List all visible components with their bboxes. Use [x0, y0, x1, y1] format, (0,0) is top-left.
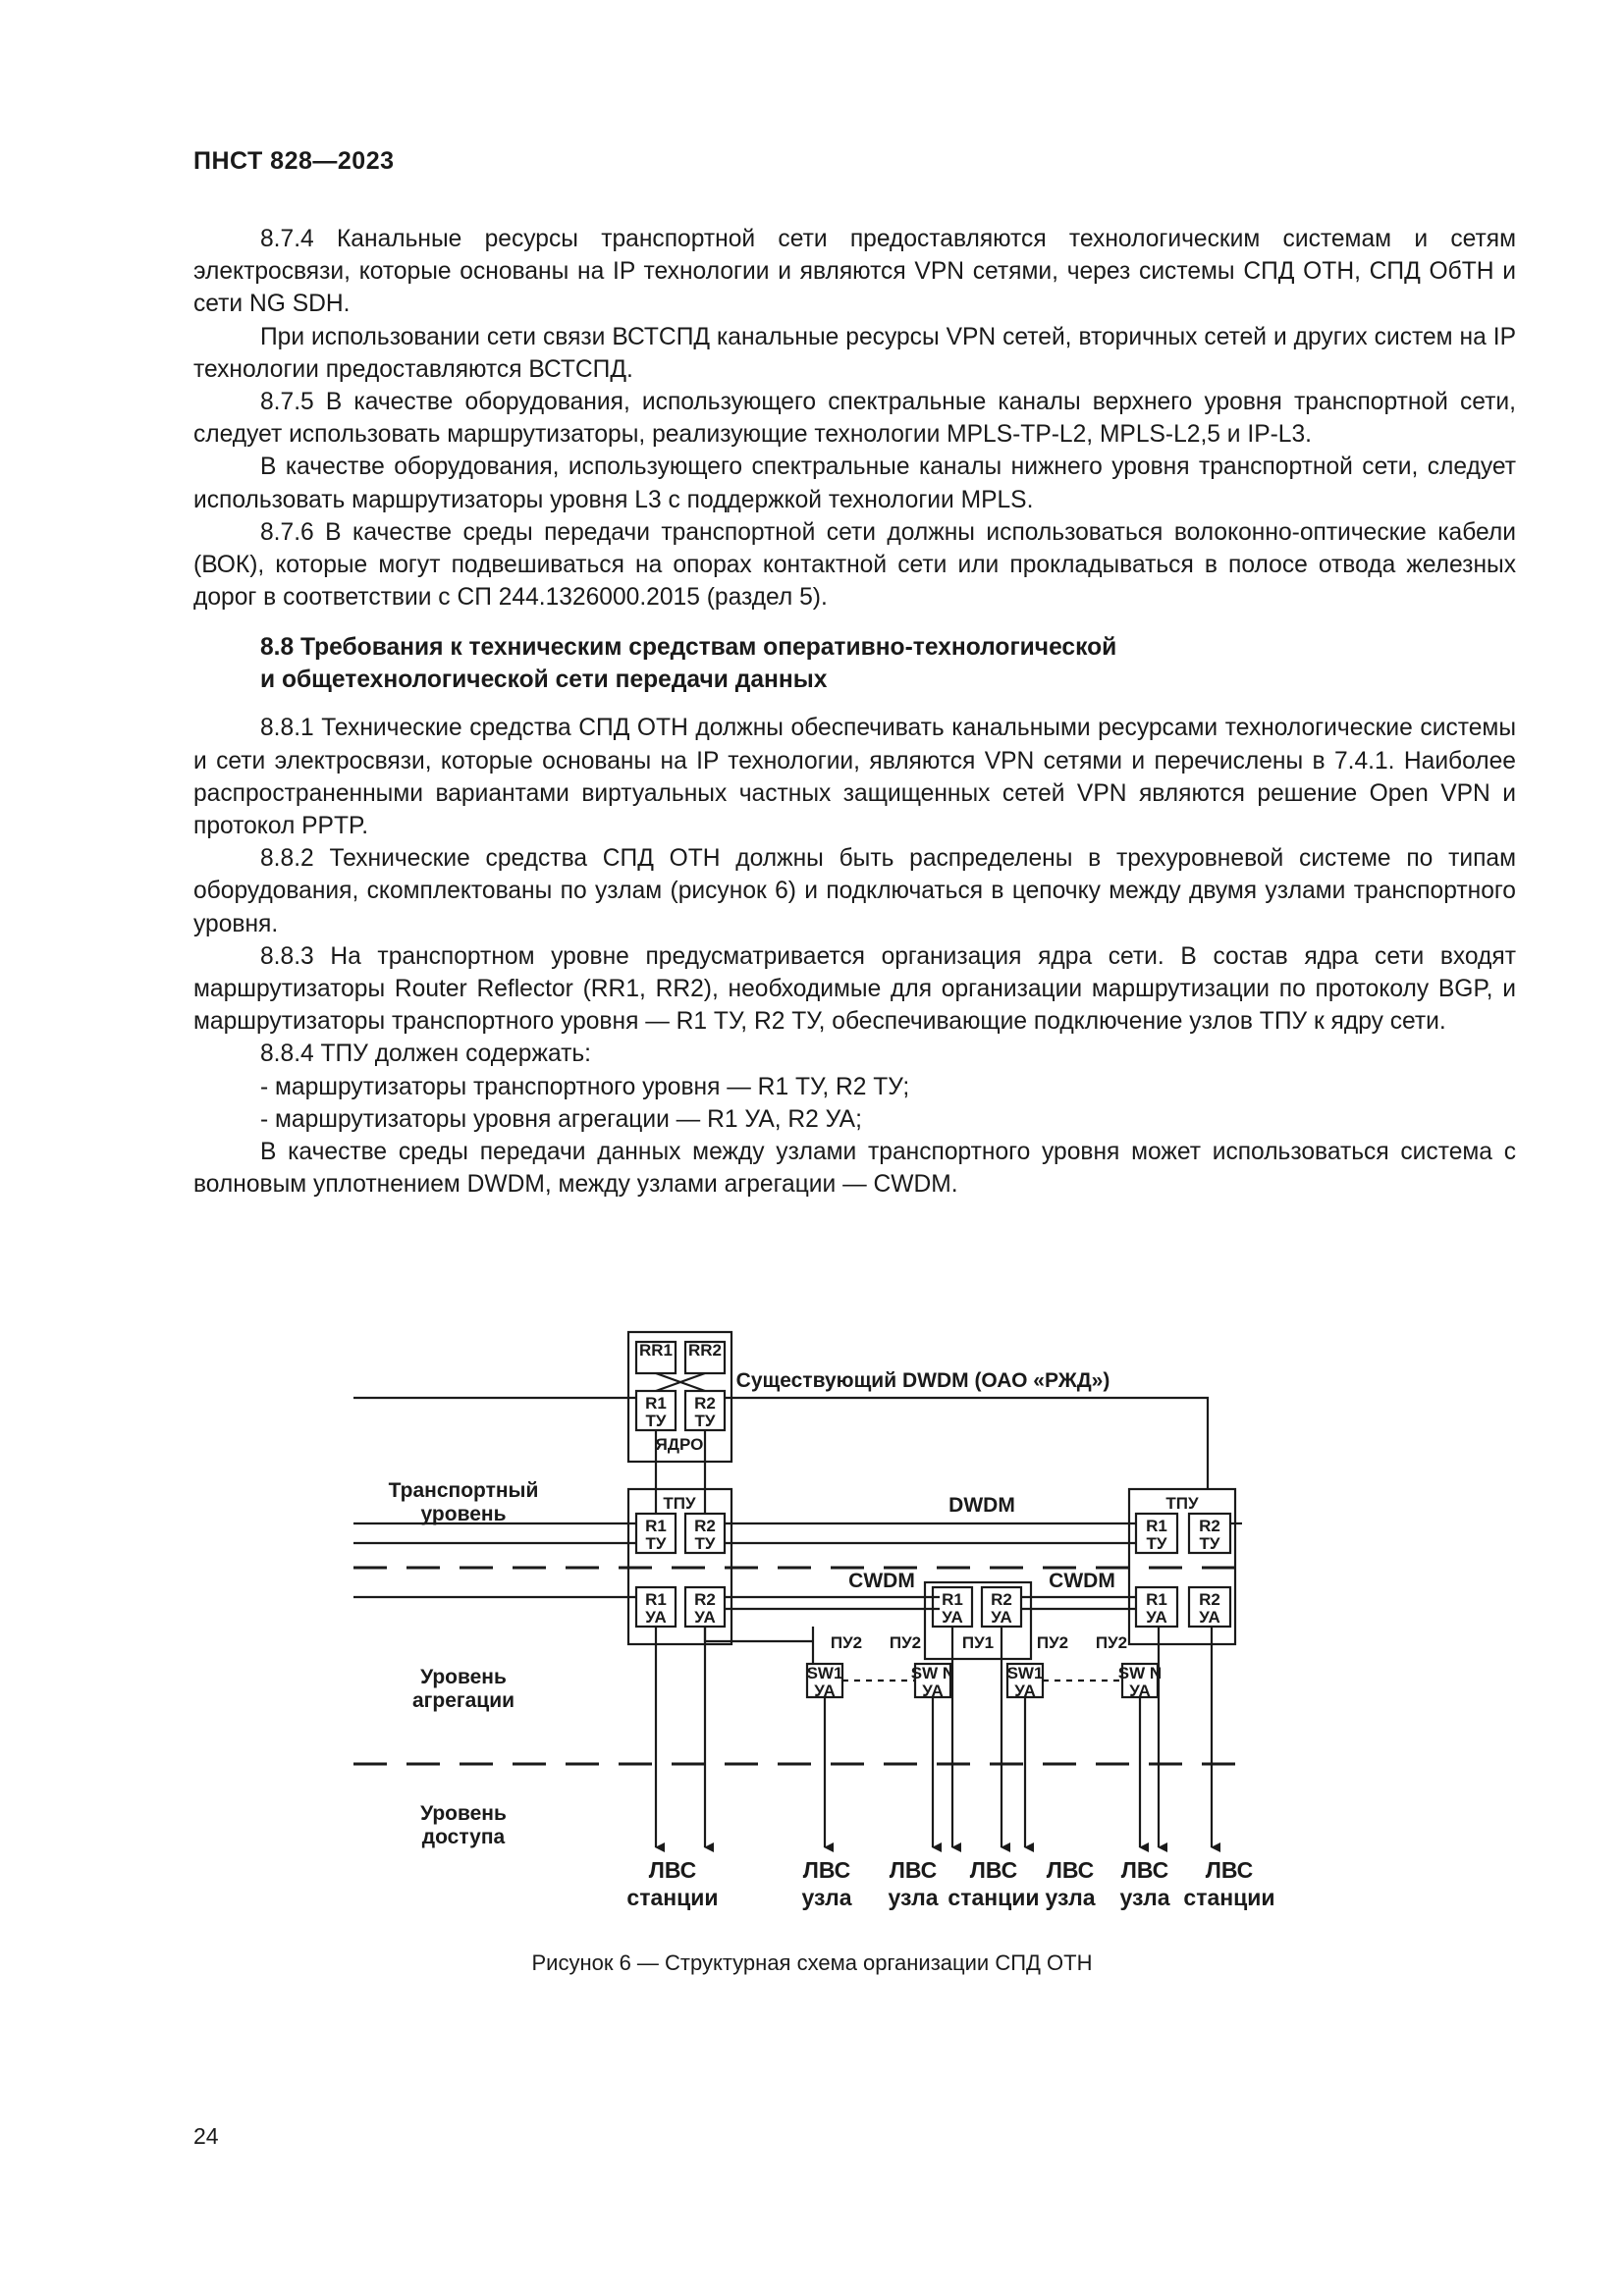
- paragraph: 8.8.2 Технические средства СПД ОТН должны быть распределены в трехуровневой системе по типам оборудования, скомплектованы по узлам (рисунок 6) и подключаться в цепочку между двумя узлами транспортного уровня.: [193, 845, 1516, 937]
- pu1-r1-ua-bottom: УА: [942, 1608, 963, 1627]
- core-label: ЯДРО: [655, 1435, 704, 1454]
- lan-label-6: ЛВС: [1205, 1857, 1254, 1883]
- figure-caption: Рисунок 6 — Структурная схема организации СПД ОТН: [531, 1950, 1093, 1975]
- tpu-right-r2-tu-top: R2: [1199, 1517, 1220, 1535]
- lan-label-3: ЛВС: [969, 1857, 1018, 1883]
- tpu-right-r1-ua-bottom: УА: [1146, 1608, 1167, 1627]
- tpu-left-r1-tu-top: R1: [645, 1517, 667, 1535]
- tpu-left-r2-ua-top: R2: [694, 1590, 716, 1609]
- list-item: - маршрутизаторы уровня агрегации — R1 УА, R2 УА;: [260, 1105, 862, 1133]
- tpu-right-r1-tu-bottom: ТУ: [1146, 1534, 1167, 1553]
- lan-label-0: ЛВС: [648, 1857, 697, 1883]
- lan-sub-label-4: узла: [1045, 1885, 1096, 1910]
- existing-dwdm-label: Существующий DWDM (ОАО «РЖД»): [735, 1369, 1110, 1392]
- pu2-label: ПУ2: [1095, 1633, 1128, 1652]
- paragraph: 8.8.1 Технические средства СПД ОТН должны обеспечивать канальными ресурсами технологические системы и сети электросвязи, которые основаны на IP технологии, являются VPN сетями и перечислены в 7.4.1. Наиболее распространенными вариантами виртуальных частных защищенных сетей VPN являются решение Open VPN и протокол PPTP.: [193, 715, 1516, 840]
- diagram-svg: [353, 1303, 1355, 1921]
- section-heading-line: 8.8 Требования к техническим средствам оперативно-технологической: [260, 634, 1117, 662]
- tpu-left-r2-ua-bottom: УА: [694, 1608, 716, 1627]
- tpu-left-r2-tu-top: R2: [694, 1517, 716, 1535]
- lan-sub-label-6: станции: [1183, 1885, 1275, 1910]
- level-label-transport: Транспортный: [388, 1479, 539, 1502]
- tpu-left-r1-ua-top: R1: [645, 1590, 667, 1609]
- dwdm-label: DWDM: [948, 1494, 1015, 1517]
- lan-label-5: ЛВС: [1120, 1857, 1169, 1883]
- section-heading: [260, 631, 1516, 696]
- paragraph: 8.7.6 В качестве среды передачи транспортной сети должны использоваться волоконно-оптические кабели (ВОК), которые могут подвешиваться на опорах контактной сети или прокладываться в полосе отвода железных дорог в соответствии с СП 244.1326000.2015 (раздел 5).: [193, 518, 1516, 612]
- tpu-right-r2-ua-bottom: УА: [1199, 1608, 1220, 1627]
- level-label-access: доступа: [421, 1826, 506, 1848]
- paragraph: 8.7.5 В качестве оборудования, использующего спектральные каналы верхнего уровня транспортной сети, следует использовать маршрутизаторы, реализующие технологии MPLS-TP-L2, MPLS-L2,5 и IP-L3.: [193, 389, 1516, 449]
- existing-dwdm-line: [725, 1398, 1208, 1489]
- lan-sub-label-1: узла: [801, 1885, 852, 1910]
- sw1-right-top: SW1: [1006, 1664, 1044, 1682]
- tpu-right-r2-ua-top: R2: [1199, 1590, 1220, 1609]
- level-label-transport: уровень: [420, 1503, 507, 1525]
- cwdm-label-left: CWDM: [848, 1570, 915, 1592]
- core-r1-tu-top: R1: [645, 1394, 667, 1413]
- pu2-label: ПУ2: [830, 1633, 863, 1652]
- lan-label-1: ЛВС: [802, 1857, 851, 1883]
- tpu-right-r2-tu-bottom: ТУ: [1199, 1534, 1220, 1553]
- section-heading-line: и общетехнологической сети передачи данных: [260, 667, 828, 694]
- level-label-access: Уровень: [420, 1802, 507, 1825]
- core-r2-tu-top: R2: [694, 1394, 716, 1413]
- lan-sub-label-3: станции: [947, 1885, 1040, 1910]
- network-diagram: [353, 1303, 1355, 1921]
- core-r2-tu-bottom: ТУ: [694, 1412, 716, 1430]
- paragraph: 8.8.3 На транспортном уровне предусматривается организация ядра сети. В состав ядра сети входят маршрутизаторы Router Reflector (RR1, RR2), необходимые для организации маршрутизации по протоколу BGP, и маршрутизаторы транспортного уровня — R1 ТУ, R2 ТУ, обеспечивающие подключение узлов ТПУ к ядру сети.: [193, 942, 1516, 1036]
- sw1-left-bottom: УА: [814, 1682, 836, 1700]
- tpu-right-r1-ua-top: R1: [1146, 1590, 1167, 1609]
- lan-label-2: ЛВС: [889, 1857, 938, 1883]
- body-text: [193, 223, 1516, 1201]
- tpu-left-r1-tu-bottom: ТУ: [645, 1534, 667, 1553]
- document-code: ПНСТ 828—2023: [193, 147, 395, 175]
- lan-sub-label-2: узла: [888, 1885, 939, 1910]
- list-item: - маршрутизаторы транспортного уровня — R1 ТУ, R2 ТУ;: [260, 1073, 910, 1100]
- level-label-aggregation: Уровень: [420, 1666, 507, 1688]
- sw1-left-top: SW1: [806, 1664, 843, 1682]
- cwdm-label-right: CWDM: [1049, 1570, 1115, 1592]
- pu1-r1-ua-top: R1: [942, 1590, 963, 1609]
- swn-left-top: SW N: [910, 1664, 955, 1682]
- tpu-right-label: ТПУ: [1165, 1494, 1199, 1513]
- tpu-right-r1-tu-top: R1: [1146, 1517, 1167, 1535]
- pu1-label: ПУ1: [961, 1633, 995, 1652]
- rr1-box-top: RR1: [638, 1341, 674, 1360]
- paragraph: В качестве оборудования, использующего спектральные каналы нижнего уровня транспортной сети, следует использовать маршрутизаторы уровня L3 с поддержкой технологии MPLS.: [193, 454, 1516, 513]
- pu2-label: ПУ2: [1036, 1633, 1069, 1652]
- page-number: 24: [193, 2123, 219, 2149]
- lan-sub-label-5: узла: [1119, 1885, 1170, 1910]
- pu1-r2-ua-top: R2: [991, 1590, 1012, 1609]
- lan-sub-label-0: станции: [626, 1885, 719, 1910]
- paragraph: В качестве среды передачи данных между узлами транспортного уровня может использоваться система с волновым уплотнением DWDM, между узлами агрегации — CWDM.: [193, 1139, 1516, 1199]
- core-r1-tu-bottom: ТУ: [645, 1412, 667, 1430]
- lan-label-4: ЛВС: [1046, 1857, 1095, 1883]
- swn-left-bottom: УА: [922, 1682, 944, 1700]
- tpu-left-r2-tu-bottom: ТУ: [694, 1534, 716, 1553]
- paragraph: 8.8.4 ТПУ должен содержать:: [260, 1041, 591, 1068]
- swn-right-bottom: УА: [1129, 1682, 1151, 1700]
- pu1-r2-ua-bottom: УА: [991, 1608, 1012, 1627]
- paragraph: При использовании сети связи ВСТСПД канальные ресурсы VPN сетей, вторичных сетей и других систем на IP технологии предоставляются ВСТСПД.: [193, 323, 1516, 383]
- paragraph: 8.7.4 Канальные ресурсы транспортной сети предоставляются технологическим системам и сетям электросвязи, которые основаны на IP технологии и являются VPN сетями, через системы СПД ОТН, СПД ОбТН и сети NG SDH.: [193, 226, 1516, 318]
- uplink: [705, 1627, 813, 1641]
- level-label-aggregation: агрегации: [411, 1689, 515, 1712]
- swn-right-top: SW N: [1117, 1664, 1163, 1682]
- sw1-right-bottom: УА: [1014, 1682, 1036, 1700]
- tpu-left-r1-ua-bottom: УА: [645, 1608, 667, 1627]
- pu2-label: ПУ2: [889, 1633, 922, 1652]
- tpu-left-label: ТПУ: [663, 1494, 696, 1513]
- rr2-box-top: RR2: [687, 1341, 723, 1360]
